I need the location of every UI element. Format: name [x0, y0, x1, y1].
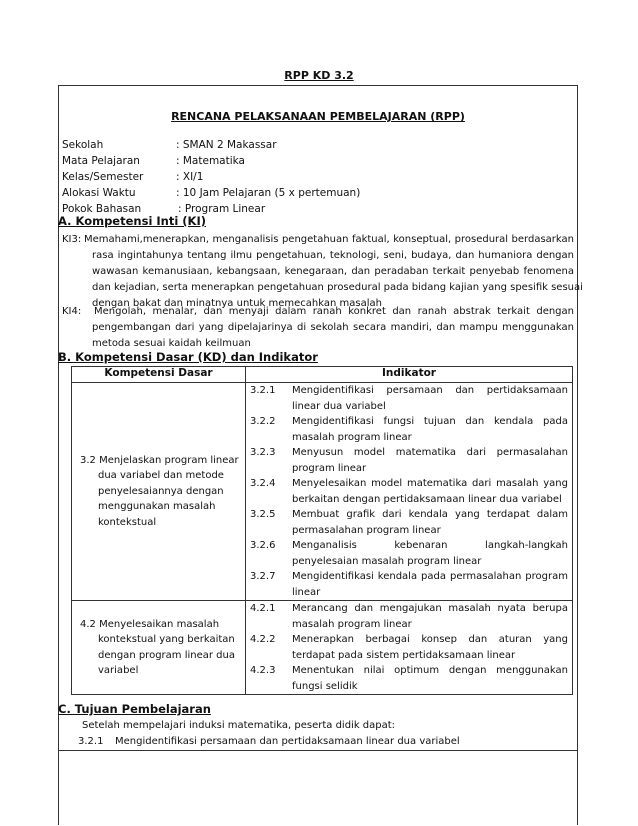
info-value: : SMAN 2 Makassar — [176, 139, 277, 151]
kd-line: dengan program linear dua — [98, 649, 235, 661]
kd-line: 4.2 Menyelesaikan masalah — [80, 618, 220, 630]
info-value: : Matematika — [176, 155, 245, 167]
kd-line: kontekstual yang berkaitan — [98, 634, 235, 645]
indicator-number: 4.2.2 — [250, 634, 276, 645]
info-label: Sekolah — [62, 139, 104, 151]
indicator-number: 4.2.1 — [250, 603, 276, 614]
kd-cell — [72, 383, 246, 601]
indicator-text: Menerapkan berbagai konsep dan aturan yang terdapat pada sistem pertidaksamaan linear — [292, 634, 568, 661]
indicator-number: 3.2.1 — [250, 385, 276, 396]
info-value: : 10 Jam Pelajaran (5 x pertemuan) — [176, 187, 361, 199]
info-value: : XI/1 — [176, 171, 204, 183]
ki3-line: Memahami,menerapkan, menganalisis pengetahuan faktual, konseptual, prosedural berdasarkan — [84, 234, 574, 245]
kd-line: penyelesaiannya dengan — [98, 485, 224, 497]
indicator-column-header: Indikator — [246, 367, 573, 383]
kd-line: kontekstual — [98, 516, 157, 528]
indicator-text: Mengidentifikasi fungsi tujuan dan kendala pada masalah program linear — [292, 416, 568, 443]
indicator-item — [246, 632, 572, 663]
indicator-text: Menyusun model matematika dari permasalahan program linear — [292, 447, 568, 474]
indicator-text: Membuat grafik dari kendala yang terdapat dalam permasalahan program linear — [292, 509, 568, 536]
indicator-text: Menganalisis kebenaran langkah-langkah penyelesaian masalah program linear — [292, 540, 568, 567]
indicator-number: 3.2.2 — [250, 416, 276, 427]
kd-line: dua variabel dan metode — [98, 470, 224, 482]
indicator-number: 3.2.4 — [250, 478, 276, 489]
indicator-text: Mengidentifikasi kendala pada permasalahan program linear — [292, 571, 568, 598]
indicator-number: 3.2.5 — [250, 509, 276, 520]
kd-line: variabel — [98, 665, 139, 676]
section-b-heading: B. Kompetensi Dasar (KD) dan Indikator — [58, 350, 318, 364]
tujuan-text: Mengidentifikasi persamaan dan pertidaksamaan linear dua variabel — [115, 736, 460, 747]
indicator-item — [246, 538, 572, 569]
indicator-text: Merancang dan mengajukan masalah nyata berupa masalah program linear — [292, 603, 568, 630]
kd-text — [72, 617, 245, 679]
indicator-item — [246, 507, 572, 538]
indicator-cell — [246, 383, 573, 601]
tujuan-intro: Setelah mempelajari induksi matematika, peserta didik dapat: — [82, 720, 396, 731]
section-c-heading: C. Tujuan Pembelajaran — [58, 702, 211, 716]
ki3-line: wawasan kemanusiaan, kebangsaan, kenegaraan, dan peradaban terkait penyebab fenomena — [92, 266, 574, 277]
indicator-item — [246, 383, 572, 414]
indicator-item — [246, 445, 572, 476]
indicator-item — [246, 569, 572, 600]
ki4-line: metoda sesuai kaidah keilmuan — [92, 338, 251, 349]
kd-indicator-table — [71, 366, 573, 695]
info-label: Mata Pelajaran — [62, 155, 140, 167]
kd-line: menggunakan masalah — [98, 501, 216, 513]
ki4-line: Mengolah, menalar, dan menyaji dalam ranah konkret dan ranah abstrak terkait dengan — [94, 306, 574, 317]
ki4-label: KI4: — [62, 306, 82, 317]
indicator-text: Menyelesaikan model matematika dari masalah yang berkaitan dengan pertidaksamaan linear dua variabel — [292, 478, 568, 505]
info-label: Kelas/Semester — [62, 171, 144, 183]
page-heading: RPP KD 3.2 — [284, 69, 354, 82]
ki3-label: KI3: — [62, 234, 82, 245]
indicator-number: 3.2.7 — [250, 571, 276, 582]
indicator-number: 3.2.3 — [250, 447, 276, 458]
table-header-row — [72, 367, 573, 383]
kd-text — [72, 453, 245, 531]
info-label: Pokok Bahasan — [62, 203, 142, 215]
indicator-item — [246, 414, 572, 445]
indicator-text: Mengidentifikasi persamaan dan pertidaksamaan linear dua variabel — [292, 385, 568, 412]
ki3-line: dan kejadian, serta menerapkan pengetahuan prosedural pada bidang kajian yang spesifik sesuai — [92, 282, 583, 293]
indicator-item — [246, 601, 572, 632]
tujuan-number: 3.2.1 — [78, 736, 104, 747]
document-title: RENCANA PELAKSANAAN PEMBELAJARAN (RPP) — [171, 110, 465, 123]
indicator-cell — [246, 601, 573, 695]
kd-column-header: Kompetensi Dasar — [72, 367, 246, 383]
table-row — [72, 383, 573, 601]
ki3-line: dengan bakat dan minatnya untuk memecahkan masalah — [92, 298, 382, 309]
ki4-line: pengembangan dari yang dipelajarinya di sekolah secara mandiri, dan mampu menggunakan — [92, 322, 574, 333]
indicator-number: 3.2.6 — [250, 540, 276, 551]
indicator-item — [246, 476, 572, 507]
info-label: Alokasi Waktu — [62, 187, 136, 199]
ki3-line: rasa ingintahunya tentang ilmu pengetahuan, teknologi, seni, budaya, dan humaniora dengan — [92, 250, 574, 261]
info-value: : Program Linear — [178, 203, 266, 215]
table-row — [72, 601, 573, 695]
kd-cell — [72, 601, 246, 695]
divider — [58, 750, 578, 751]
indicator-item — [246, 663, 572, 694]
indicator-number: 4.2.3 — [250, 665, 276, 676]
section-a-heading: A. Kompetensi Inti (KI) — [58, 214, 206, 228]
indicator-text: Menentukan nilai optimum dengan menggunakan fungsi selidik — [292, 665, 568, 692]
kd-line: 3.2 Menjelaskan program linear — [80, 454, 239, 466]
